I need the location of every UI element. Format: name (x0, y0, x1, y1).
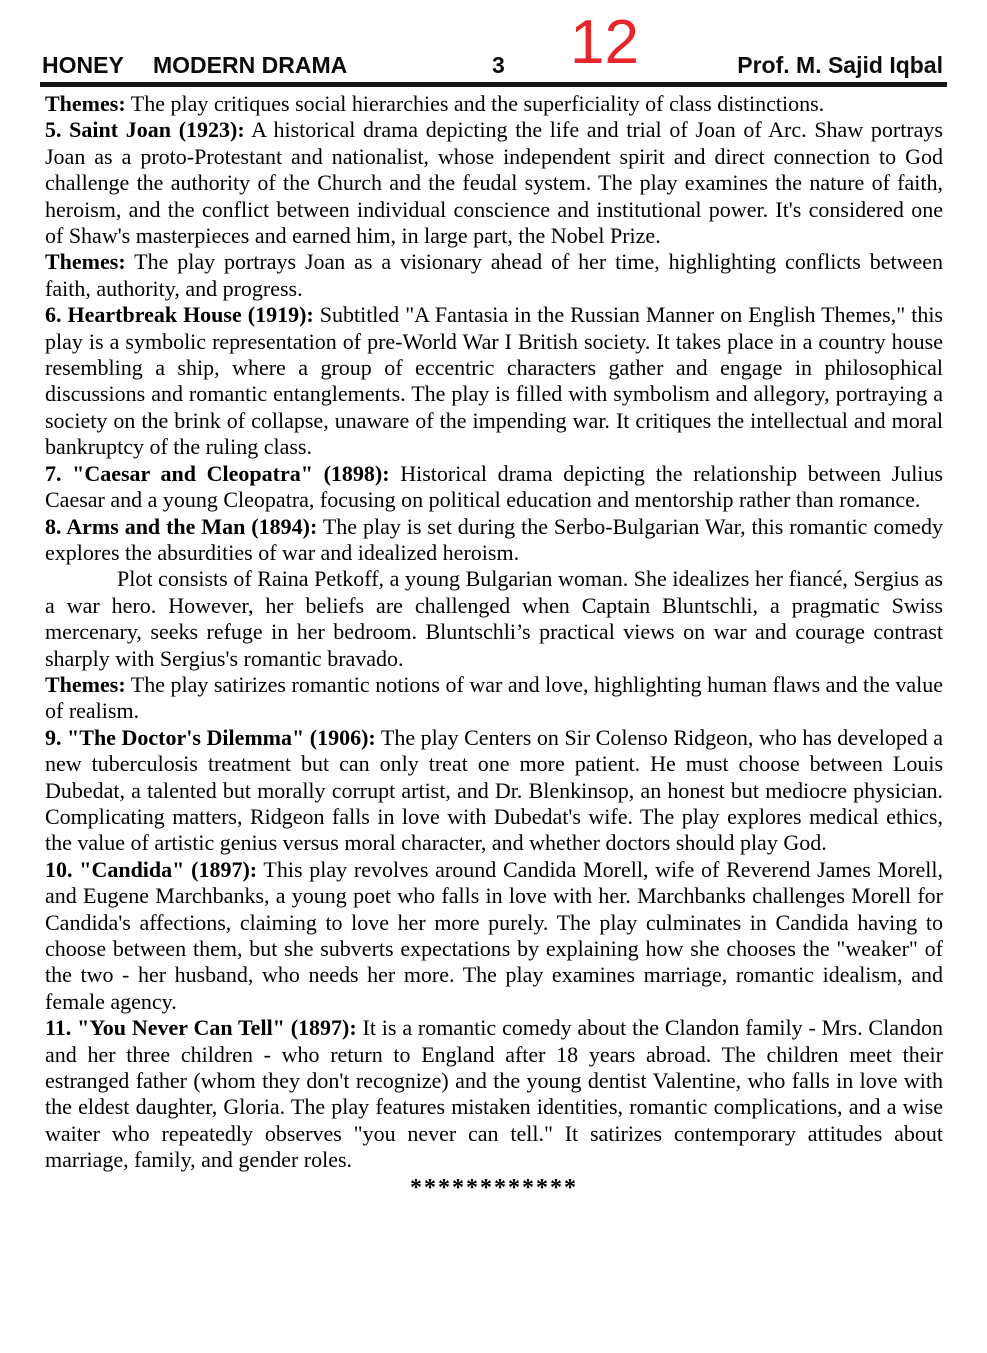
plot-paragraph (45, 566, 943, 672)
entry-text: Historical drama depicting the relationship between Julius Caesar and a young Cleopatra, focusing on political education and mentorship rather than romance. (45, 460, 943, 513)
themes-paragraph-1 (45, 91, 943, 117)
entry-11-you-never-can-tell (45, 1015, 943, 1173)
entry-7-caesar-and-cleopatra (45, 461, 943, 514)
entry-lead: 10. "Candida" (1897): (45, 856, 258, 882)
plot-text: Plot consists of Raina Petkoff, a young Bulgarian woman. She idealizes her fiancé, Sergius as a war hero. However, her beliefs are challenged when Captain Bluntschli, a pragmatic Swiss mercenary, seeks refuge in her bedroom. Bluntschli’s practical views on war and courage contrast sharply with Sergius's romantic bravado. (45, 566, 943, 671)
header-red-number: 12 (570, 8, 639, 77)
page-header (0, 0, 987, 90)
document-body (45, 91, 943, 1202)
entry-text: The play is set during the Serbo-Bulgarian War, this romantic comedy explores the absurdities of war and idealized heroism. (45, 513, 944, 565)
entry-lead: 5. Saint Joan (1923): (45, 117, 245, 143)
entry-lead: 8. Arms and the Man (1894): (45, 513, 318, 539)
entry-text: A historical drama depicting the life and trial of Joan of Arc. Shaw portrays Joan as a proto-Protestant and nationalist, whose independent spirit and direct connection to God challenge the authority of the Church and the feudal system. The play examines the nature of faith, heroism, and the conflict between individual conscience and institutional power. It's considered one of Shaw's masterpieces and earned him, in large part, the Nobel Prize. (45, 117, 943, 249)
themes-lead: Themes: (45, 91, 126, 116)
themes-paragraph-2 (45, 249, 943, 302)
entry-8-arms-and-the-man (45, 514, 943, 567)
header-title: MODERN DRAMA (153, 52, 348, 78)
entry-10-candida (45, 857, 943, 1015)
themes-text: The play portrays Joan as a visionary ahead of her time, highlighting conflicts between faith, authority, and progress. (45, 249, 943, 301)
themes-text: The play critiques social hierarchies and the superficiality of class distinctions. (125, 91, 825, 116)
header-author: Prof. M. Sajid Iqbal (737, 52, 943, 78)
themes-lead: Themes: (45, 249, 126, 275)
entry-lead: 6. Heartbreak House (1919): (45, 302, 314, 328)
header-brand: HONEY (42, 52, 124, 78)
entry-lead: 7. "Caesar and Cleopatra" (1898): (45, 460, 390, 486)
themes-lead: Themes: (45, 671, 126, 697)
entry-text: The play Centers on Sir Colenso Ridgeon, who has developed a new tuberculosis treatment but can only treat one more patient. He must choose between Louis Dubedat, a talented but morally corrupt artist, and Dr. Blenkinsop, an honest but mediocre physician. Complicating matters, Ridgeon falls in love with Dubedat's wife. The play explores medical ethics, the value of artistic genius versus moral character, and whether doctors should play God. (45, 724, 944, 856)
footer-asterisk-separator: ************ (410, 1174, 578, 1201)
entry-lead: 9. "The Doctor's Dilemma" (1906): (45, 724, 376, 750)
header-page-number: 3 (492, 52, 505, 78)
entry-9-doctors-dilemma (45, 725, 943, 857)
entry-text: It is a romantic comedy about the Clandon family - Mrs. Clandon and her three children - who return to England after 18 years abroad. The children meet their estranged father (whom they don't recognize) and the young dentist Valentine, who falls in love with the eldest daughter, Gloria. The play features mistaken identities, romantic complications, and a wise waiter who repeatedly observes "you never can tell." It satirizes contemporary attitudes about marriage, family, and gender roles. (45, 1015, 943, 1173)
entry-text: Subtitled "A Fantasia in the Russian Manner on English Themes," this play is a symbolic representation of pre-World War I British society. It takes place in a country house resembling a ship, where a group of eccentric characters gather and engage in philosophical discussions and romantic entanglements. The play is filled with symbolism and allegory, portraying a society on the brink of collapse, unaware of the impending war. It critiques the intellectual and moral bankruptcy of the ruling class. (45, 302, 943, 460)
themes-text: The play satirizes romantic notions of war and love, highlighting human flaws and the value of realism. (45, 671, 943, 724)
header-rule (40, 82, 947, 87)
entry-text: This play revolves around Candida Morell, wife of Reverend James Morell, and Eugene Marchbanks, a young poet who falls in love with her. Marchbanks challenges Morell for Candida's affections, claiming to love her more purely. The play culminates in Candida having to choose between them, but she subverts expectations by explaining how she chooses the "weaker" of the two - her husband, who needs her more. The play examines marriage, romantic idealism, and female agency. (45, 856, 943, 1014)
entry-5-saint-joan (45, 117, 943, 249)
entry-lead: 11. "You Never Can Tell" (1897): (45, 1015, 357, 1041)
themes-paragraph-3 (45, 672, 943, 725)
entry-6-heartbreak-house (45, 302, 943, 460)
